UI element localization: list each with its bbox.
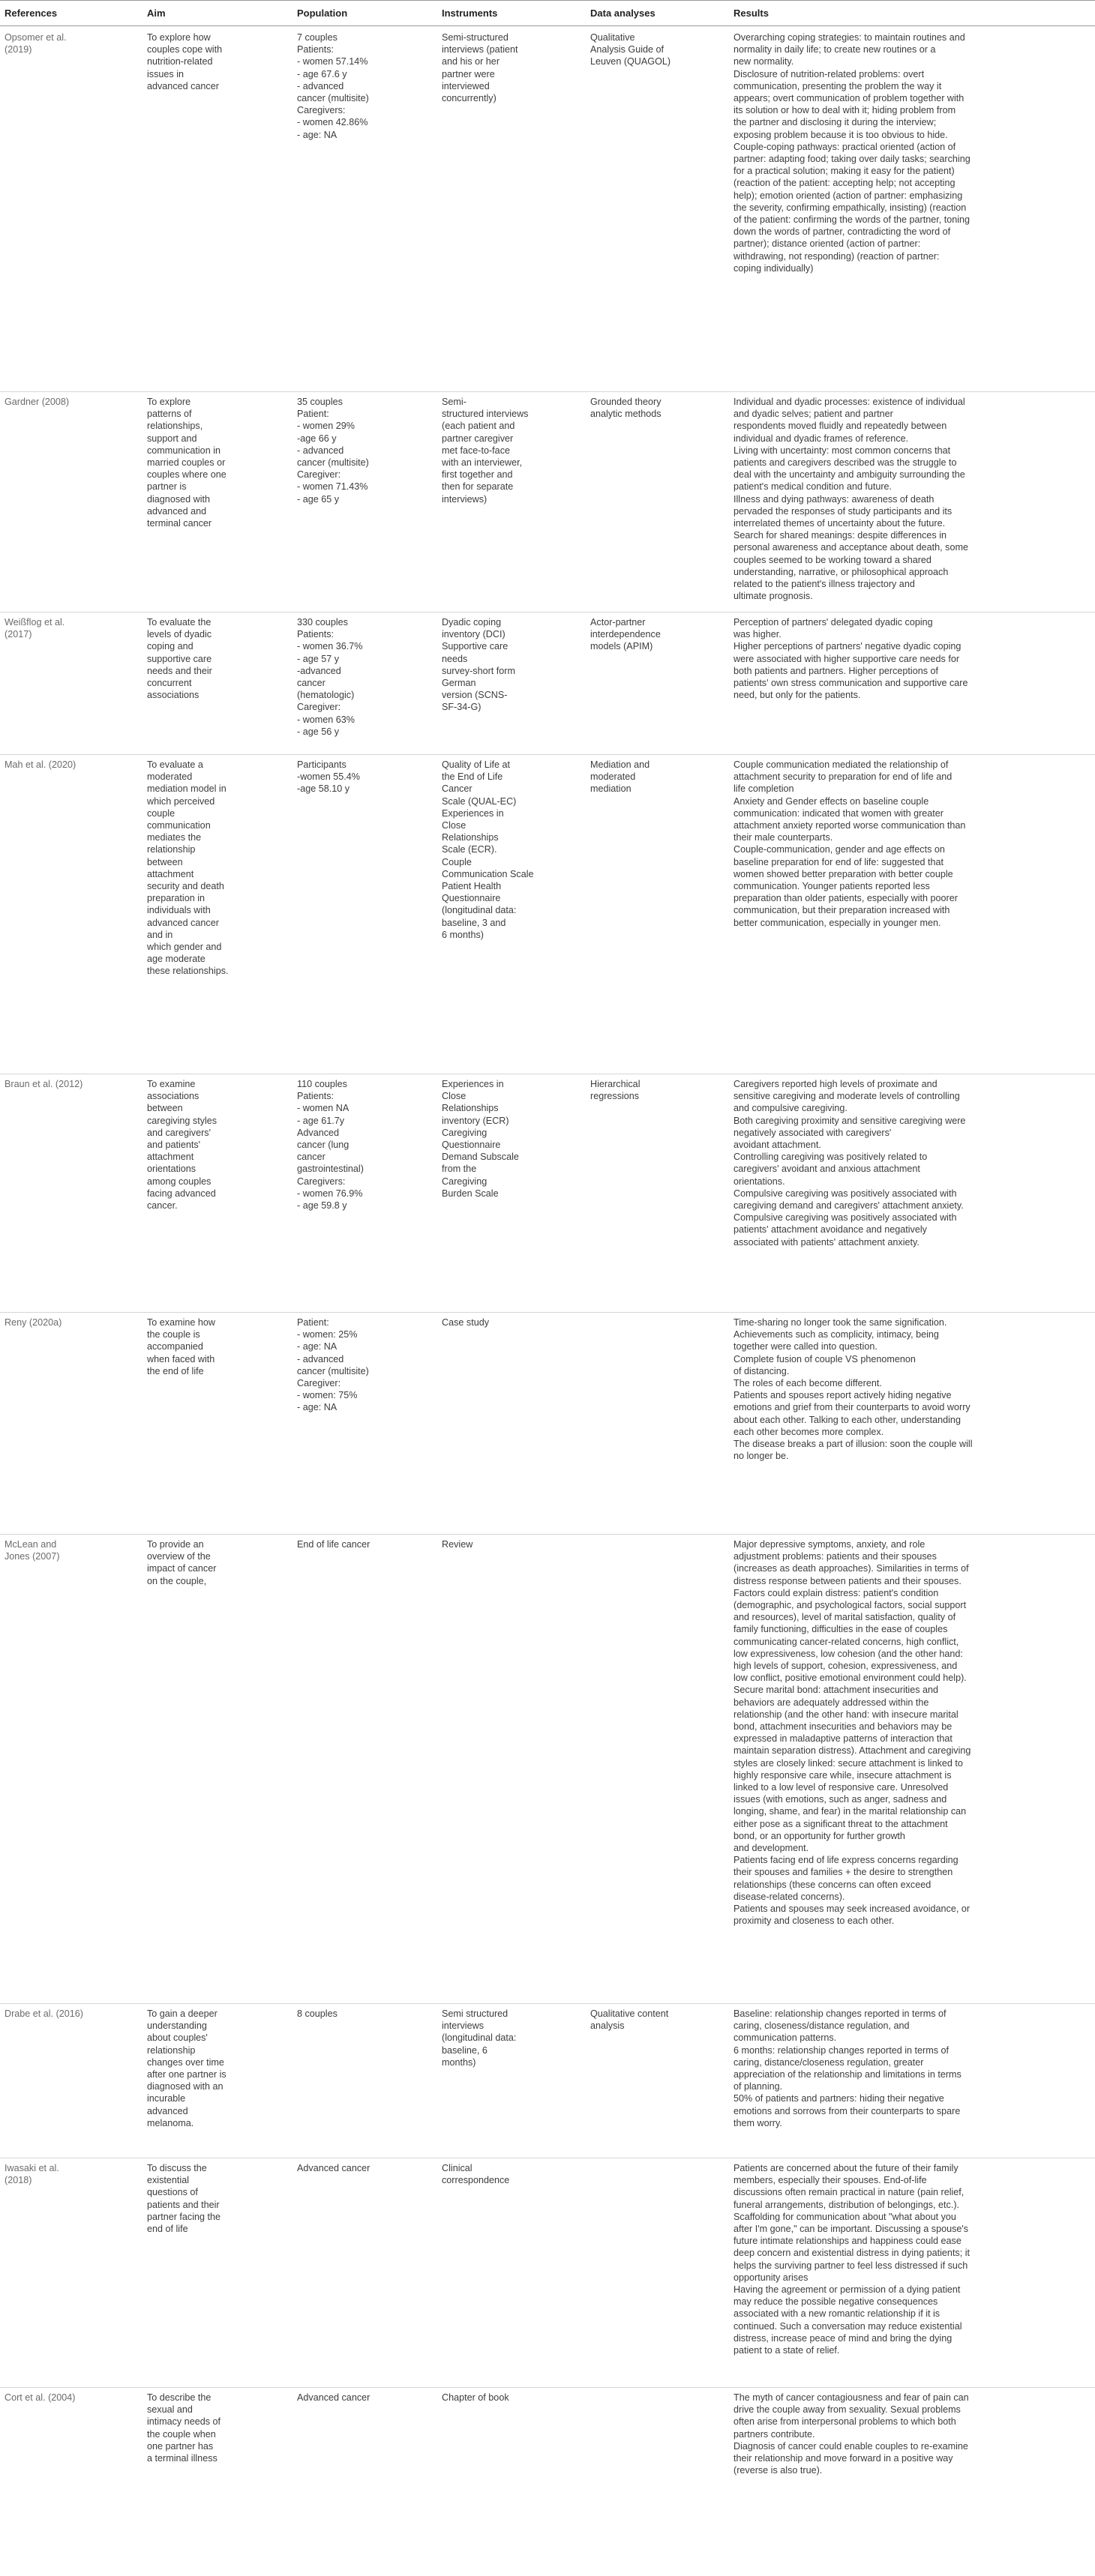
table-header — [0, 0, 1095, 34]
cell-results: Overarching coping strategies: to maintain routines and normality in daily life; to create new routines or a new normality. Disclosure of nutrition-related problems: overt communication, presenting the problem the way it appears; overt communication of problem together with its solution or how to deal with it; hiding problem from the partner and disclosing it during the interview; exposing problem because it is too obvious to hide. Couple-coping pathways: practical oriented (action of partner: adapting food; taking over daily tasks; searching for a practical solution; making it easy for the patient) (reaction of the patient: accepting help; not accepting help); emotion oriented (action of partner: emphasizing the severity, confirming empathically, insisting) (reaction of the patient: confirming the words of the partner, toning down the words of partner, contradicting the word of partner); distance oriented (action of partner: withdrawing, not responding) (reaction of partner: coping individually) — [734, 32, 970, 274]
header-bottom-rule — [0, 25, 1095, 26]
cell-instruments: Semi-structured interviews (patient and his or her partner were interviewed concurrently) — [442, 32, 518, 104]
cell-data-analyses: Mediation and moderated mediation — [590, 759, 650, 795]
cell-aim: To evaluate the levels of dyadic coping and supportive care needs and their concurrent associations — [147, 617, 212, 701]
cell-population: Patient: - women: 25% - age: NA - advanced cancer (multisite) Caregiver: - women: 75% - age: NA — [297, 1317, 369, 1413]
cell-results: Baseline: relationship changes reported in terms of caring, closeness/distance regulation, and communication patterns. 6 months: relationship changes reported in terms of caring, distance/closeness regulation, greater appreciation of the relationship and limitations in terms of planning. 50% of patients and partners: hiding their negative emotions and sorrows from their counterparts to spare them worry. — [734, 2008, 962, 2128]
cell-results: Patients are concerned about the future of their family members, especially their spouses. End-of-life discussions often remain practical in nature (pain relief, funeral arrangements, distribution of belongings, etc.). Scaffolding for communication about "what about you after I'm gone," can be important. Discussing a spouse's future intimate relationships and happiness could ease deep concern and existential distress in dying patients; it helps the surviving partner to feel less distressed if such opportunity arises Having the agreement or permission of a dying patient may reduce the possible negative consequences associated with a new romantic relationship if it is continued. Such a conversation may reduce existential distress, increase peace of mind and bring the dying patient to a state of relief. — [734, 2163, 970, 2356]
cell-reference: Braun et al. (2012) — [4, 1079, 83, 1089]
cell-population: 35 couples Patient: - women 29% -age 66 y - advanced cancer (multisite) Caregiver: - women 71.43% - age 65 y — [297, 397, 369, 505]
cell-aim: To provide an overview of the impact of cancer on the couple, — [147, 1539, 217, 1586]
cell-reference: Drabe et al. (2016) — [4, 2008, 84, 2019]
header-aim: Aim — [147, 7, 166, 19]
header-instruments: Instruments — [442, 7, 498, 19]
cell-reference: Gardner (2008) — [4, 397, 70, 407]
cell-population: 110 couples Patients: - women NA - age 61.7y Advanced cancer (lung cancer gastrointestinal) Caregivers: - women 76.9% - age 59.8 y — [297, 1079, 364, 1212]
cell-aim: To explore how couples cope with nutrition-related issues in advanced cancer — [147, 32, 223, 91]
row-divider — [0, 391, 1095, 392]
cell-instruments: Experiences in Close Relationships inventory (ECR) Caregiving Questionnaire Demand Subscale from the Caregiving Burden Scale — [442, 1079, 519, 1199]
cell-instruments: Review — [442, 1539, 473, 1550]
cell-population: 330 couples Patients: - women 36.7% - age 57 y -advanced cancer (hematologic) Caregiver: - women 63% - age 56 y — [297, 617, 363, 737]
cell-instruments: Dyadic coping inventory (DCI) Supportive care needs survey-short form German version (SCNS- SF-34-G) — [442, 617, 515, 713]
cell-instruments: Semi structured interviews (longitudinal data: baseline, 6 months) — [442, 2008, 517, 2068]
cell-results: Caregivers reported high levels of proximate and sensitive caregiving and moderate levels of controlling and compulsive caregiving. Both caregiving proximity and sensitive caregiving were negatively associated with caregivers' avoidant attachment. Controlling caregiving was positively related to caregivers' avoidant and anxious attachment orientations. Compulsive caregiving was positively associated with caregiving demand and caregivers' attachment anxiety. Compulsive caregiving was positively associated with patients' attachment avoidance and negatively associated with patients' attachment anxiety. — [734, 1079, 966, 1248]
cell-data-analyses: Hierarchical regressions — [590, 1079, 640, 1102]
header-results: Results — [734, 7, 769, 19]
cell-results: Couple communication mediated the relationship of attachment security to preparation for end of life and life completion Anxiety and Gender effects on baseline couple communication: indicated that women with greater attachment anxiety reported worse communication than their male counterparts. Couple-communication, gender and age effects on baseline preparation for end of life: suggested that women showed better preparation with better couple communication. Younger patients reported less preparation than older patients, especially with poorer communication, but their preparation increased with better communication, especially in younger men. — [734, 759, 966, 928]
row-divider — [0, 754, 1095, 755]
row-divider — [0, 1534, 1095, 1535]
header-population: Population — [297, 7, 348, 19]
cell-aim: To examine associations between caregiving styles and caregivers' and patients' attachment orientations among couples facing advanced cancer. — [147, 1079, 218, 1212]
cell-reference: Iwasaki et al. (2018) — [4, 2163, 59, 2186]
cell-population: Participants -women 55.4% -age 58.10 y — [297, 759, 360, 795]
cell-data-analyses: Qualitative content analysis — [590, 2008, 669, 2032]
cell-aim: To evaluate a moderated mediation model in which perceived couple communication mediates the relationship between attachment security and death preparation in individuals with advanced cancer and in which gender and age moderate these relationships. — [147, 759, 229, 977]
cell-population: End of life cancer — [297, 1539, 370, 1550]
cell-population: 7 couples Patients: - women 57.14% - age 67.6 y - advanced cancer (multisite) Caregivers: - women 42.86% - age: NA — [297, 32, 369, 140]
cell-population: 8 couples — [297, 2008, 338, 2019]
cell-aim: To describe the sexual and intimacy needs of the couple when one partner has a terminal illness — [147, 2392, 221, 2464]
cell-reference: Weißflog et al. (2017) — [4, 617, 65, 640]
header-top-rule — [0, 0, 1095, 1]
cell-instruments: Clinical correspondence — [442, 2163, 510, 2186]
cell-instruments: Chapter of book — [442, 2392, 509, 2403]
row-divider — [0, 1312, 1095, 1313]
cell-results: Perception of partners' delegated dyadic coping was higher. Higher perceptions of partners' negative dyadic coping were associated with higher supportive care needs for both patients and partners. Higher perceptions of patients' own stress communication and supportive care need, but only for the patients. — [734, 617, 968, 701]
row-divider — [0, 2003, 1095, 2004]
row-divider — [0, 2387, 1095, 2388]
cell-data-analyses: Grounded theory analytic methods — [590, 397, 662, 420]
cell-results: Individual and dyadic processes: existence of individual and dyadic selves; patient and partner respondents moved fluidly and repeatedly between individual and dyadic frames of reference. Living with uncertainty: most common concerns that patients and caregivers described was the struggle to deal with the uncertainty and ambiguity surrounding the patient's medical condition and future. Illness and dying pathways: awareness of death pervaded the responses of study participants and its interrelated themes of uncertainty about the future. Search for shared meanings: despite differences in personal awareness and acceptance about death, some couples seemed to be working toward a shared understanding, narrative, or philosophical approach related to the patient's illness trajectory and ultimate prognosis. — [734, 397, 968, 602]
cell-reference: Opsomer et al. (2019) — [4, 32, 67, 55]
cell-instruments: Semi- structured interviews (each patient and partner caregiver met face-to-face with an interviewer, first together and then for separate interviews) — [442, 397, 529, 505]
cell-reference: Mah et al. (2020) — [4, 759, 76, 770]
cell-reference: McLean and Jones (2007) — [4, 1539, 60, 1562]
cell-aim: To explore patterns of relationships, support and communication in married couples or couples where one partner is diagnosed with advanced and terminal cancer — [147, 397, 226, 529]
cell-reference: Cort et al. (2004) — [4, 2392, 76, 2403]
cell-population: Advanced cancer — [297, 2392, 370, 2403]
header-data-analyses: Data analyses — [590, 7, 656, 19]
cell-reference: Reny (2020a) — [4, 1317, 62, 1328]
cell-data-analyses: Actor-partner interdependence models (APIM) — [590, 617, 661, 652]
header-references: References — [4, 7, 58, 19]
cell-results: The myth of cancer contagiousness and fear of pain can drive the couple away from sexuality. Sexual problems often arise from interpersonal problems to which both partners contribute. Diagnosis of cancer could enable couples to re-examine their relationship and move forward in a positive way (reverse is also true). — [734, 2392, 969, 2476]
cell-instruments: Quality of Life at the End of Life Cancer Scale (QUAL-EC) Experiences in Close Relationships Scale (ECR). Couple Communication Scale Patient Health Questionnaire (longitudinal data: baseline, 3 and 6 months) — [442, 759, 534, 940]
cell-aim: To examine how the couple is accompanied when faced with the end of life — [147, 1317, 216, 1376]
cell-aim: To gain a deeper understanding about couples' relationship changes over time after one partner is diagnosed with an incurable advanced melanoma. — [147, 2008, 226, 2128]
cell-results: Major depressive symptoms, anxiety, and role adjustment problems: patients and their spouses (increases as death approaches). Similarities in terms of distress response between patients and their spouses. Factors could explain distress: patient's condition (demographic, and psychological factors, social support and resources), level of marital satisfaction, quality of family functioning, difficulties in the ease of couples communicating cancer-related concerns, high conflict, low expressiveness, low cohesion (and the other hand: high levels of support, cohesion, expressiveness, and low conflict, positive emotional environment could help). Secure marital bond: attachment insecurities and behaviors are adequately addressed within the relationship (and the other hand: with insecure marital bond, attachment insecurities and behaviors may be expressed in maladaptive patterns of interaction that maintain separation distress). Attachment and caregiving styles are closely linked: secure attachment is linked to highly responsive care while, insecure attachment is linked to a low level of responsive care. Unresolved issues (with emotions, such as anger, sadness and longing, shame, and fear) in the marital relationship can either pose as a significant threat to the attachment bond, or an opportunity for further growth and development. Patients facing end of life express concerns regarding their spouses and families + the desire to strengthen relationships (these concerns can often exceed disease-related concerns). Patients and spouses may seek increased avoidance, or proximity and closeness to each other. — [734, 1539, 971, 1927]
cell-data-analyses: Qualitative Analysis Guide of Leuven (QUAGOL) — [590, 32, 671, 67]
cell-population: Advanced cancer — [297, 2163, 370, 2173]
cell-instruments: Case study — [442, 1317, 489, 1328]
cell-results: Time-sharing no longer took the same signification. Achievements such as complicity, intimacy, being together were called into question. Complete fusion of couple VS phenomenon of distancing. The roles of each become different. Patients and spouses report actively hiding negative emotions and grief from their counterparts to avoid worry about each other. Talking to each other, understanding each other becomes more complex. The disease breaks a part of illusion: soon the couple will no longer be. — [734, 1317, 973, 1462]
row-divider — [0, 612, 1095, 613]
cell-aim: To discuss the existential questions of patients and their partner facing the end of life — [147, 2163, 221, 2235]
